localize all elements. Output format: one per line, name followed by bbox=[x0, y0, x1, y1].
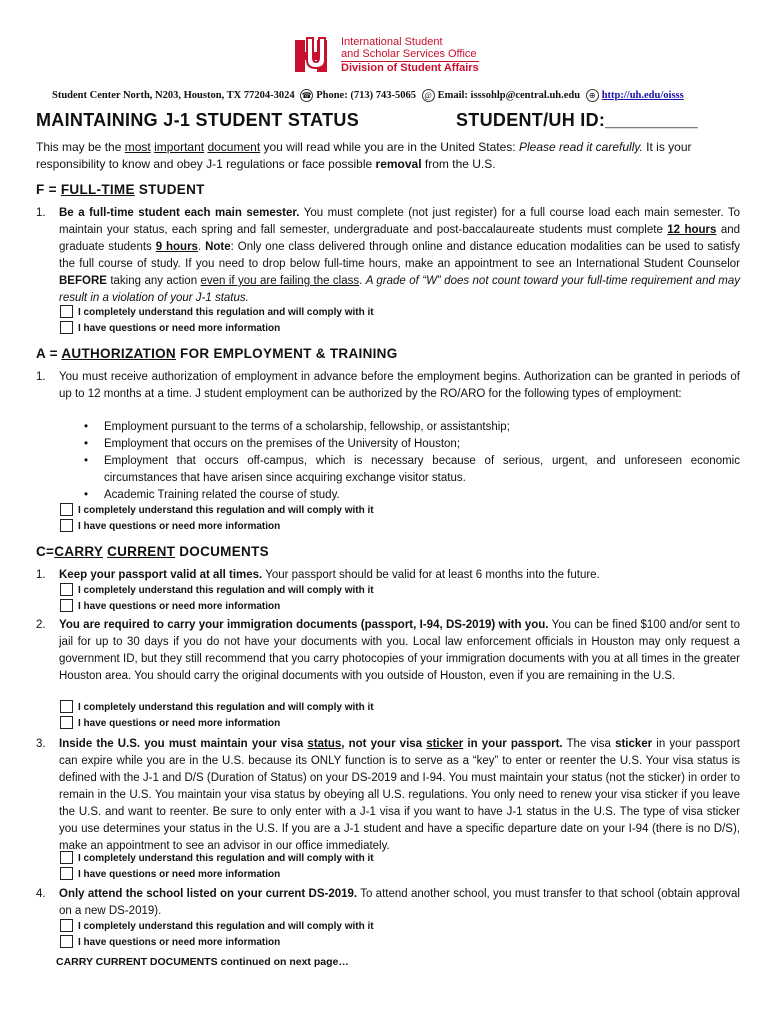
logo-line-2: and Scholar Services Office bbox=[341, 47, 477, 60]
c-item-1: 1. Keep your passport valid at all times. Your passport should be valid for at least 6 months into the future. bbox=[36, 569, 600, 581]
checkbox[interactable] bbox=[60, 851, 73, 864]
checkbox[interactable] bbox=[60, 503, 73, 516]
checkbox[interactable] bbox=[60, 716, 73, 729]
f1-check-questions[interactable]: I have questions or need more information bbox=[60, 321, 280, 336]
a1-check-questions[interactable]: I have questions or need more information bbox=[60, 519, 280, 534]
list-item: • Employment that occurs on the premises of the University of Houston; bbox=[80, 436, 740, 453]
list-item: • Academic Training related the course of study. bbox=[80, 487, 740, 504]
website-link[interactable]: http://uh.edu/oisss bbox=[601, 89, 684, 101]
c4-check-comply[interactable]: I completely understand this regulation and will comply with it bbox=[60, 919, 374, 934]
checkbox[interactable] bbox=[60, 599, 73, 612]
page-title: MAINTAINING J-1 STUDENT STATUS bbox=[36, 110, 359, 130]
phone-icon: ☎ bbox=[301, 91, 312, 100]
logo-line-1: International Student bbox=[341, 36, 443, 49]
contact-line bbox=[52, 89, 684, 102]
checkbox[interactable] bbox=[60, 321, 73, 334]
logo-text bbox=[341, 37, 479, 75]
list-item: • Employment pursuant to the terms of a scholarship, fellowship, or assistantship; bbox=[80, 419, 740, 436]
email: Email: isssohlp@central.uh.edu bbox=[437, 89, 581, 101]
f1-check-comply[interactable]: I completely understand this regulation and will comply with it bbox=[60, 305, 374, 320]
uh-logo bbox=[293, 36, 479, 76]
checkbox[interactable] bbox=[60, 935, 73, 948]
checkbox[interactable] bbox=[60, 583, 73, 596]
section-f-heading: F = FULL-TIME STUDENT bbox=[36, 182, 205, 197]
f-item-1: 1. Be a full-time student each main semester. You must complete (not just register) for a full course load each main semester. To maintain your status, each spring and fall semester, undergraduate and post-baccalaureate students must complete 12 hours and graduate students 9 hours. Note: Only one class delivered through online and distance education modalities can be used to satisfy the full course of study. If you need to drop below full-time hours, make an appointment to see an International Student Counselor BEFORE taking any action even if you are failing the class. A grade of “W” does not count toward your full-time requirement and may result in a violation of your J-1 status. bbox=[36, 207, 741, 304]
c4-check-questions[interactable]: I have questions or need more information bbox=[60, 935, 280, 950]
list-item: • Employment that occurs off-campus, which is necessary because of serious, urgent, and unforeseen economic circumstances that have arisen since acquiring exchange visitor status. bbox=[80, 453, 740, 487]
a-item-1: 1. You must receive authorization of employment in advance before the employment begins. Authorization can be granted in periods of up to 12 months at a time. J student employment can be authorized by the RO/ARO for the following types of employment: bbox=[36, 371, 740, 400]
checkbox[interactable] bbox=[60, 305, 73, 318]
intro-paragraph: This may be the most important document you will read while you are in the United States: Please read it carefully. It is your responsibility to know and obey J-1 regulations or face possible removal from the U.S. bbox=[36, 140, 692, 171]
title-row bbox=[36, 110, 736, 131]
section-c-heading: C=CARRY CURRENT DOCUMENTS bbox=[36, 544, 269, 559]
checkbox[interactable] bbox=[60, 867, 73, 880]
email-icon: @ bbox=[422, 89, 435, 102]
uh-logo-mark bbox=[293, 36, 335, 76]
checkbox[interactable] bbox=[60, 519, 73, 532]
checkbox[interactable] bbox=[60, 700, 73, 713]
checkbox[interactable] bbox=[60, 919, 73, 932]
c2-check-comply[interactable]: I completely understand this regulation and will comply with it bbox=[60, 700, 374, 715]
c3-check-questions[interactable]: I have questions or need more information bbox=[60, 867, 280, 882]
student-id-field[interactable]: STUDENT/UH ID:_________ bbox=[456, 110, 698, 130]
c-item-4: 4. Only attend the school listed on your current DS-2019. To attend another school, you must transfer to that school (obtain approval on a new DS-2019). bbox=[36, 888, 740, 917]
web-icon: ⊕ bbox=[586, 89, 599, 102]
phone: Phone: (713) 743-5065 bbox=[316, 89, 416, 101]
c3-check-comply[interactable]: I completely understand this regulation and will comply with it bbox=[60, 851, 374, 866]
address: Student Center North, N203, Houston, TX 77204-3024 bbox=[52, 89, 295, 101]
c-item-2: 2. You are required to carry your immigration documents (passport, I-94, DS-2019) with you. You can be fined $100 and/or sent to jail for up to 30 days if you do not have your documents with you. Local law enforcement officials in Houston may only request a government ID, but they still recommend that you carry photocopies of your immigration documents with you at all times in the greater Houston area. You should carry the original documents with you outside of Houston, even if you are remaining in the U.S. bbox=[36, 619, 740, 682]
c2-check-questions[interactable]: I have questions or need more information bbox=[60, 716, 280, 731]
section-a-heading: A = AUTHORIZATION FOR EMPLOYMENT & TRAINING bbox=[36, 346, 398, 361]
c1-check-comply[interactable]: I completely understand this regulation and will comply with it bbox=[60, 583, 374, 598]
employment-types-list bbox=[80, 419, 740, 504]
logo-line-3: Division of Student Affairs bbox=[341, 62, 479, 75]
a1-check-comply[interactable]: I completely understand this regulation and will comply with it bbox=[60, 503, 374, 518]
c-item-3: 3. Inside the U.S. you must maintain your visa status, not your visa sticker in your passport. The visa sticker in your passport can expire while you are in the U.S. because its ONLY function is to serve as a “key” to enter or reenter the U.S. Your visa status is defined with the J-1 and D/S (Duration of Status) on your DS-2019 and I-94. You must maintain your status (not the sticker) in order to remain in the U.S. You maintain your visa status by obeying all U.S. regulations. You only need to renew your visa sticker if you leave the U.S. and want to reenter. Be sure to only enter with a J-1 visa if you want to have J-1 status in the U.S. The type of visa sticker you use determines your status in the U.S. If you are a J-1 student and have a specific departure date on your I-94 (there is no D/S), make an appointment to see an advisor in our office immediately. bbox=[36, 738, 740, 852]
c1-check-questions[interactable]: I have questions or need more information bbox=[60, 599, 280, 614]
continued-note: CARRY CURRENT DOCUMENTS continued on next page… bbox=[56, 956, 349, 968]
